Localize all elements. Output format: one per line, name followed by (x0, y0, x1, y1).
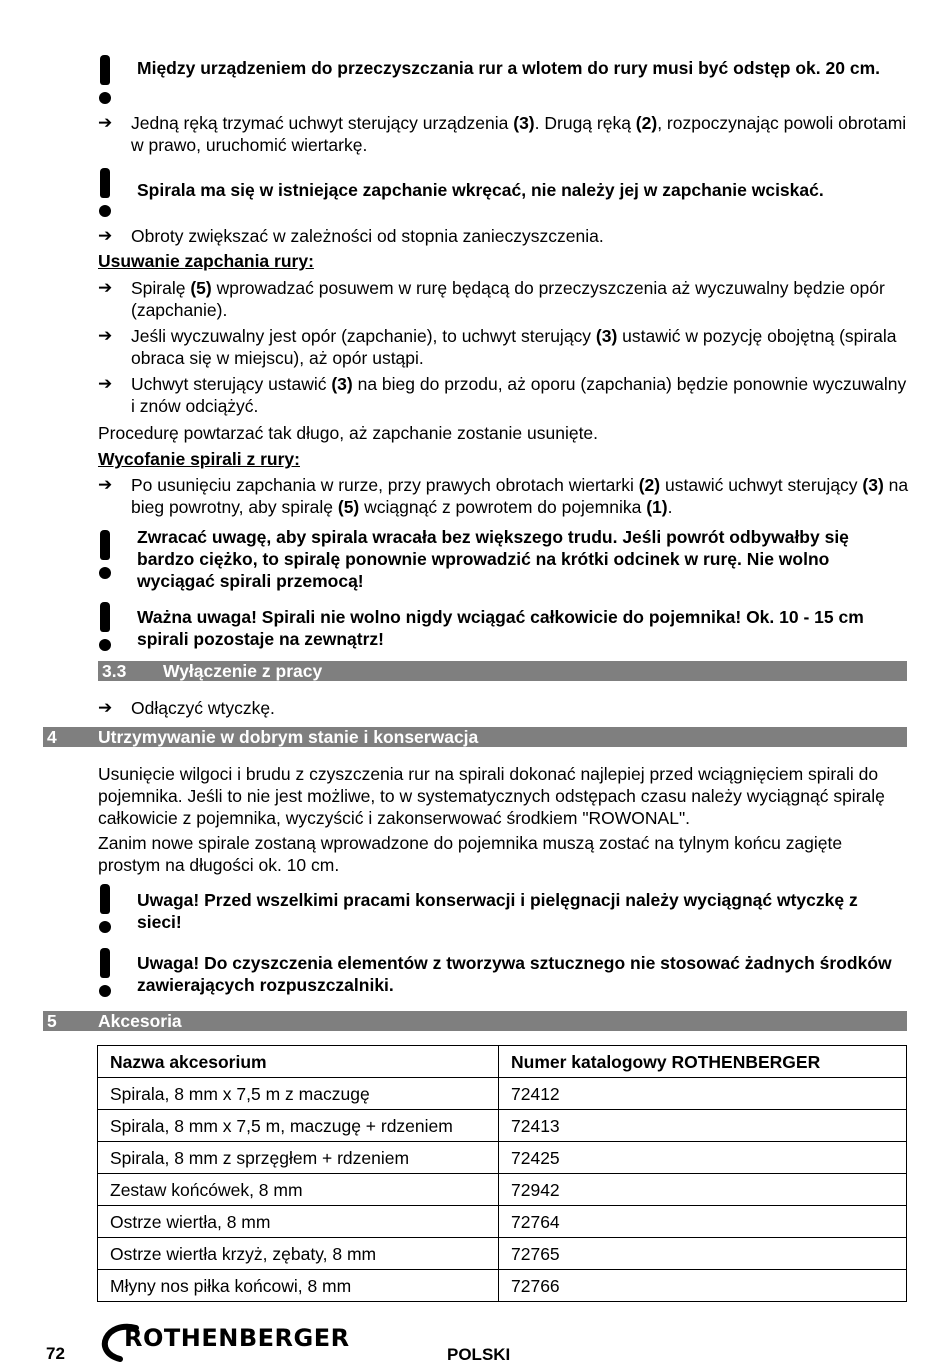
arrow-right-icon: ➔ (98, 226, 113, 245)
table-row (98, 1238, 907, 1270)
table-cell: Spirala, 8 mm z sprzęgłem + rdzeniem (98, 1142, 499, 1174)
table-cell: 72413 (499, 1110, 907, 1142)
column-header: Numer katalogowy ROTHENBERGER (499, 1046, 907, 1078)
bullet-text: Uchwyt sterujący ustawić (3) na bieg do przodu, aż oporu (zapchania) będzie ponownie wyczuwalny i znów odciążyć. (131, 374, 907, 416)
table-cell: Ostrze wiertła, 8 mm (98, 1206, 499, 1238)
section-heading-5 (43, 1011, 907, 1031)
arrow-right-icon: ➔ (98, 278, 113, 297)
brand-name: ROTHENBERGER (124, 1324, 350, 1352)
bullet-text: Po usunięciu zapchania w rurze, przy prawych obrotach wiertarki (2) ustawić uchwyt sterujący (3) na bieg powrotny, aby spiralę (5) wciągnąć z powrotem do pojemnika (1). (131, 475, 909, 517)
arrow-right-icon: ➔ (98, 475, 113, 494)
brand-logo (96, 1322, 356, 1362)
paragraph: Zanim nowe spirale zostaną wprowadzone do pojemnika muszą zostać na tylnym końcu zagięte prostym na długości ok. 10 cm. (98, 833, 843, 875)
warning-text: Spirala ma się w istniejące zapchanie wkręcać, nie należy jej w zapchanie wciskać. (137, 180, 824, 200)
table-cell: 72766 (499, 1270, 907, 1302)
section-title: Wyłączenie z pracy (163, 661, 323, 681)
bullet-text: Obroty zwiększać w zależności od stopnia zanieczyszczenia. (131, 226, 604, 246)
arrow-right-icon: ➔ (98, 113, 113, 132)
bullet-text: Spiralę (5) wprowadzać posuwem w rurę będącą do przeczyszczenia aż wyczuwalny będzie opór (zapchanie). (131, 278, 885, 320)
table-cell: Spirala, 8 mm x 7,5 m, maczugę + rdzeniem (98, 1110, 499, 1142)
section-heading-4 (43, 727, 907, 747)
table-row (98, 1270, 907, 1302)
bullet-text: Jedną ręką trzymać uchwyt sterujący urządzenia (3). Drugą ręką (2), rozpoczynając powoli obrotami w prawo, uruchomić wiertarkę. (131, 113, 907, 155)
section-number: 5 (47, 1011, 57, 1031)
section-title: Akcesoria (98, 1011, 182, 1031)
warning-text: Ważna uwaga! Spirali nie wolno nigdy wciągać całkowicie do pojemnika! Ok. 10 - 15 cm spirali pozostaje na zewnątrz! (137, 607, 864, 649)
table-header-row (98, 1046, 907, 1078)
column-header: Nazwa akcesorium (98, 1046, 499, 1078)
paragraph: Procedurę powtarzać tak długo, aż zapchanie zostanie usunięte. (98, 423, 599, 443)
footer-language: POLSKI (447, 1345, 511, 1364)
table-row (98, 1174, 907, 1206)
table-cell: 72425 (499, 1142, 907, 1174)
warning-text: Uwaga! Przed wszelkimi pracami konserwacji i pielęgnacji należy wyciągnąć wtyczkę z sieci! (137, 890, 858, 932)
bullet-text: Odłączyć wtyczkę. (131, 698, 275, 718)
table-cell: 72412 (499, 1078, 907, 1110)
table-cell: Ostrze wiertła krzyż, zębaty, 8 mm (98, 1238, 499, 1270)
section-heading-3-3 (98, 661, 907, 681)
paragraph: Usunięcie wilgoci i brudu z czyszczenia rur na spirali dokonać najlepiej przed wciągnięciem spirali do pojemnika. Jeśli to nie jest możliwe, to w systematycznych odstępach czasu należy wyciągnąć spiralę całkowicie z pojemnika, wyczyścić i zakonserwować środkiem "ROWONAL". (98, 764, 885, 828)
subheading-usuwanie: Usuwanie zapchania rury: (98, 251, 314, 271)
table-row (98, 1142, 907, 1174)
subheading-wycofanie: Wycofanie spirali z rury: (98, 449, 300, 469)
arrow-right-icon: ➔ (98, 326, 113, 345)
table-cell: 72765 (499, 1238, 907, 1270)
table-cell: 72942 (499, 1174, 907, 1206)
section-title: Utrzymywanie w dobrym stanie i konserwacja (98, 727, 479, 747)
section-number: 3.3 (102, 661, 127, 681)
warning-text: Uwaga! Do czyszczenia elementów z tworzywa sztucznego nie stosować żadnych środków zawierających rozpuszczalniki. (137, 953, 892, 995)
warning-text: Zwracać uwagę, aby spirala wracała bez większego trudu. Jeśli powrót odbywałby się bardzo ciężko, to spiralę ponownie wprowadzić na krótki odcinek w rurę. Nie wolno wyciągać spirali przemocą! (137, 527, 849, 591)
table-cell: 72764 (499, 1206, 907, 1238)
arrow-right-icon: ➔ (98, 698, 113, 717)
table-cell: Spirala, 8 mm x 7,5 m z maczugę (98, 1078, 499, 1110)
table-cell: Młyny nos piłka końcowi, 8 mm (98, 1270, 499, 1302)
section-number: 4 (47, 727, 57, 747)
warning-text: Między urządzeniem do przeczyszczania rur a wlotem do rury musi być odstęp ok. 20 cm. (137, 58, 880, 78)
table-row (98, 1110, 907, 1142)
bullet-text: Jeśli wyczuwalny jest opór (zapchanie), to uchwyt sterujący (3) ustawić w pozycję obojętną (spirala obraca się w miejscu), aż opór ustąpi. (131, 326, 897, 368)
arrow-right-icon: ➔ (98, 374, 113, 393)
table-row (98, 1078, 907, 1110)
page-number: 72 (46, 1344, 65, 1363)
table-row (98, 1206, 907, 1238)
accessories-table (97, 1045, 907, 1302)
table-cell: Zestaw końcówek, 8 mm (98, 1174, 499, 1206)
